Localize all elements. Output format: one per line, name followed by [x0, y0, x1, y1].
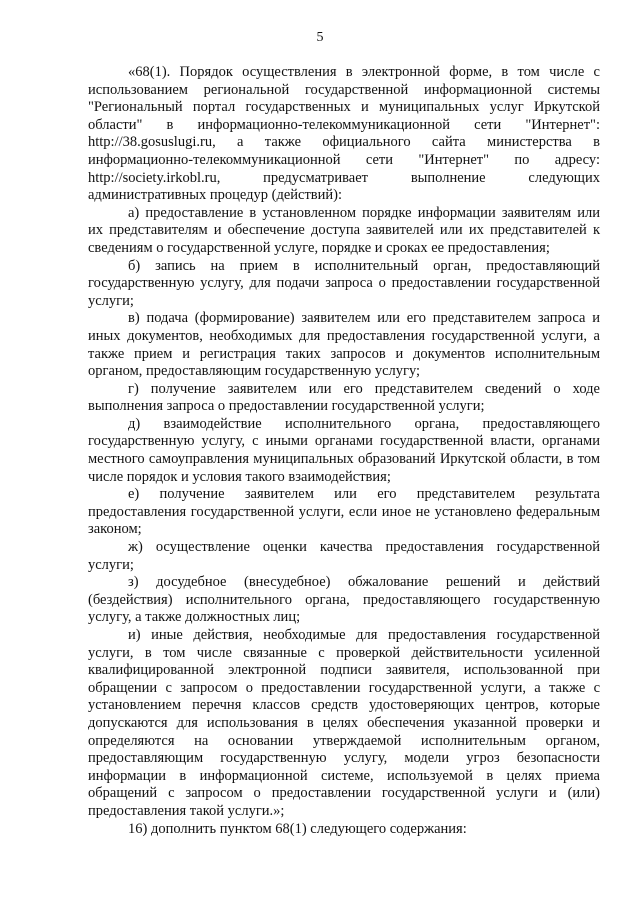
list-item-g: г) получение заявителем или его представителем сведений о ходе выполнения запроса о предоставлении государственной услуги;: [88, 380, 600, 415]
paragraph-68-1-intro: «68(1). Порядок осуществления в электронной форме, в том числе с использованием региональной государственной информационной системы "Региональный портал государственных и муниципальных услуг Иркутской области" в информационно-телекоммуникационной сети "Интернет": http://38.gosuslugi.ru, а также официального сайта министерства в информационно-телекоммуникационной сети "Интернет" по адресу: http://society.irkobl.ru, предусматривает выполнение следующих административных процедур (действий):: [88, 64, 600, 204]
list-item-d: д) взаимодействие исполнительного органа, предоставляющего государственную услугу, с иными органами государственной власти, органами местного самоуправления муниципальных образований Иркутской области, в том числе порядок и условия такого взаимодействия;: [88, 415, 600, 485]
list-item-b: б) запись на прием в исполнительный орган, предоставляющий государственную услугу, для подачи запроса о предоставлении государственной услуги;: [88, 257, 600, 309]
list-item-z: з) досудебное (внесудебное) обжалование решений и действий (бездействия) исполнительного органа, предоставляющего государственную услугу, а также должностных лиц;: [88, 574, 600, 626]
amendment-item-16: 16) дополнить пунктом 68(1) следующего содержания:: [128, 820, 467, 837]
list-item-i: и) иные действия, необходимые для предоставления государственной услуги, в том числе связанные с проверкой действительности усиленной квалифицированной электронной подписи заявителя, использованной при обращении с запросом о предоставлении государственной услуги, а также с установлением перечня классов средств удостоверяющих центров, которые допускаются для использования в целях обеспечения указанной проверки и определяются на основании утверждаемой исполнительным органом, предоставляющим государственную услугу, модели угроз безопасности информации в информационной системе, используемой в целях приема обращений с запросом о предоставлении государственной услуги и (или) предоставления такой услуги.»;: [88, 627, 600, 819]
document-body: [88, 64, 600, 838]
list-item-v: в) подача (формирование) заявителем или его представителем запроса и иных документов, необходимых для предоставления государственной услуги, а также прием и регистрация таких запросов и документов исполнительным органом, предоставляющим государственную услугу;: [88, 310, 600, 380]
list-item-zh: ж) осуществление оценки качества предоставления государственной услуги;: [88, 539, 600, 573]
page-number: 5: [316, 30, 324, 45]
list-item-a: а) предоставление в установленном порядке информации заявителям или их представителям и обеспечение доступа заявителей или их представителей к сведениям о государственной услуге, порядке и сроках ее предоставления;: [88, 204, 600, 256]
list-item-e: е) получение заявителем или его представителем результата предоставления государственной услуги, если иное не установлено федеральным законом;: [88, 486, 600, 538]
